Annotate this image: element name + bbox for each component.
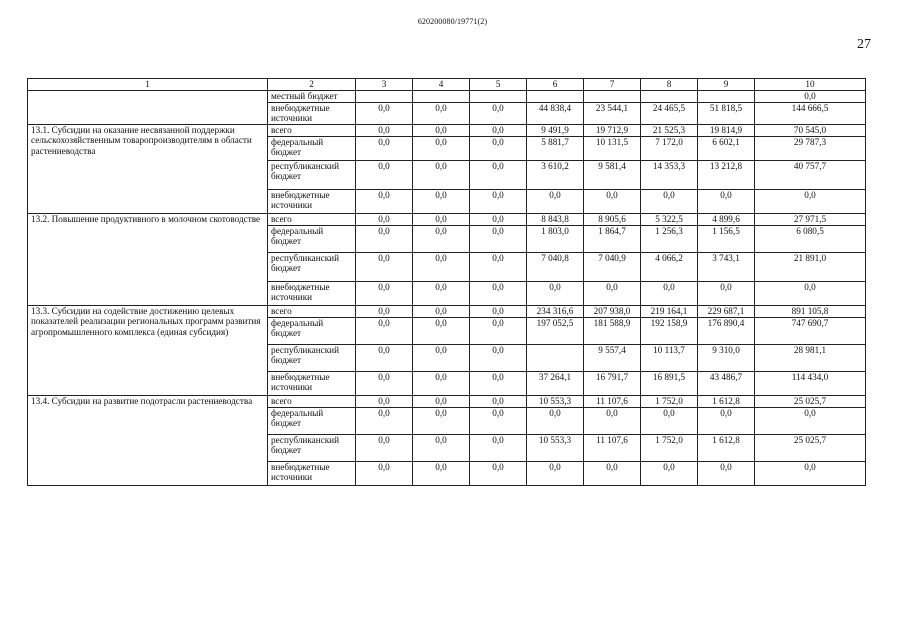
value-cell: 0,0 xyxy=(470,189,527,213)
value-cell: 8 905,6 xyxy=(584,213,641,225)
value-cell: 0,0 xyxy=(755,461,866,485)
value-cell: 37 264,1 xyxy=(527,371,584,395)
budget-table xyxy=(27,78,866,486)
value-cell: 0,0 xyxy=(470,213,527,225)
table-row xyxy=(28,213,866,225)
column-header: 8 xyxy=(641,79,698,91)
table-row xyxy=(28,305,866,317)
value-cell: 10 131,5 xyxy=(584,136,641,160)
value-cell: 0,0 xyxy=(527,407,584,434)
value-cell: 7 172,0 xyxy=(641,136,698,160)
value-cell xyxy=(527,91,584,103)
value-cell: 0,0 xyxy=(755,407,866,434)
value-cell: 0,0 xyxy=(470,434,527,461)
value-cell: 0,0 xyxy=(413,252,470,281)
funding-source: всего xyxy=(268,124,356,136)
funding-source: всего xyxy=(268,213,356,225)
funding-source: внебюджетные источники xyxy=(268,461,356,485)
value-cell: 70 545,0 xyxy=(755,124,866,136)
value-cell: 0,0 xyxy=(413,225,470,252)
value-cell: 6 602,1 xyxy=(698,136,755,160)
value-cell: 0,0 xyxy=(470,252,527,281)
value-cell: 1 803,0 xyxy=(527,225,584,252)
value-cell: 747 690,7 xyxy=(755,317,866,344)
funding-source: внебюджетные источники xyxy=(268,371,356,395)
value-cell: 0,0 xyxy=(755,281,866,305)
column-header: 5 xyxy=(470,79,527,91)
funding-source: республиканский бюджет xyxy=(268,434,356,461)
value-cell: 0,0 xyxy=(470,281,527,305)
value-cell: 0,0 xyxy=(356,317,413,344)
column-header: 10 xyxy=(755,79,866,91)
value-cell: 0,0 xyxy=(641,281,698,305)
value-cell: 1 864,7 xyxy=(584,225,641,252)
value-cell: 891 105,8 xyxy=(755,305,866,317)
value-cell: 0,0 xyxy=(356,102,413,124)
value-cell: 19 712,9 xyxy=(584,124,641,136)
value-cell: 10 113,7 xyxy=(641,344,698,371)
value-cell: 0,0 xyxy=(356,434,413,461)
value-cell: 29 787,3 xyxy=(755,136,866,160)
value-cell: 0,0 xyxy=(641,461,698,485)
value-cell xyxy=(470,91,527,103)
column-header: 4 xyxy=(413,79,470,91)
value-cell: 0,0 xyxy=(356,124,413,136)
value-cell: 0,0 xyxy=(584,461,641,485)
table-row xyxy=(28,124,866,136)
document-id: 620200080/19771(2) xyxy=(417,17,488,26)
column-header: 2 xyxy=(268,79,356,91)
value-cell: 0,0 xyxy=(641,407,698,434)
value-cell: 0,0 xyxy=(584,189,641,213)
funding-source: внебюджетные источники xyxy=(268,189,356,213)
value-cell: 10 553,3 xyxy=(527,434,584,461)
table-row xyxy=(28,395,866,407)
funding-source: республиканский бюджет xyxy=(268,344,356,371)
funding-source: всего xyxy=(268,395,356,407)
measure-description xyxy=(28,91,268,125)
value-cell: 0,0 xyxy=(413,407,470,434)
funding-source: федеральный бюджет xyxy=(268,317,356,344)
value-cell: 13 212,8 xyxy=(698,160,755,189)
value-cell: 0,0 xyxy=(470,305,527,317)
value-cell: 0,0 xyxy=(413,189,470,213)
funding-source: федеральный бюджет xyxy=(268,136,356,160)
value-cell: 1 752,0 xyxy=(641,434,698,461)
value-cell: 21 891,0 xyxy=(755,252,866,281)
funding-source: федеральный бюджет xyxy=(268,225,356,252)
column-header: 1 xyxy=(28,79,268,91)
value-cell: 219 164,1 xyxy=(641,305,698,317)
funding-source: республиканский бюджет xyxy=(268,252,356,281)
column-header: 9 xyxy=(698,79,755,91)
value-cell: 0,0 xyxy=(698,281,755,305)
value-cell: 0,0 xyxy=(413,461,470,485)
page-number: 27 xyxy=(857,37,871,52)
value-cell: 9 491,9 xyxy=(527,124,584,136)
value-cell: 0,0 xyxy=(470,124,527,136)
value-cell: 0,0 xyxy=(470,461,527,485)
value-cell: 0,0 xyxy=(584,407,641,434)
value-cell: 16 891,5 xyxy=(641,371,698,395)
value-cell: 0,0 xyxy=(356,371,413,395)
value-cell: 10 553,3 xyxy=(527,395,584,407)
value-cell: 1 612,8 xyxy=(698,395,755,407)
funding-source: всего xyxy=(268,305,356,317)
value-cell: 9 310,0 xyxy=(698,344,755,371)
value-cell: 8 843,8 xyxy=(527,213,584,225)
table-row xyxy=(28,91,866,103)
value-cell xyxy=(641,91,698,103)
value-cell: 0,0 xyxy=(698,189,755,213)
value-cell: 23 544,1 xyxy=(584,102,641,124)
funding-source: федеральный бюджет xyxy=(268,407,356,434)
value-cell: 114 434,0 xyxy=(755,371,866,395)
value-cell: 24 465,5 xyxy=(641,102,698,124)
value-cell: 43 486,7 xyxy=(698,371,755,395)
value-cell: 0,0 xyxy=(356,395,413,407)
value-cell: 0,0 xyxy=(413,305,470,317)
value-cell: 9 581,4 xyxy=(584,160,641,189)
value-cell: 0,0 xyxy=(527,189,584,213)
value-cell: 0,0 xyxy=(470,136,527,160)
value-cell: 0,0 xyxy=(470,407,527,434)
column-header: 7 xyxy=(584,79,641,91)
value-cell: 229 687,1 xyxy=(698,305,755,317)
value-cell: 0,0 xyxy=(413,102,470,124)
value-cell: 0,0 xyxy=(356,344,413,371)
value-cell: 9 557,4 xyxy=(584,344,641,371)
value-cell: 144 666,5 xyxy=(755,102,866,124)
value-cell: 0,0 xyxy=(413,136,470,160)
value-cell: 25 025,7 xyxy=(755,434,866,461)
value-cell: 197 052,5 xyxy=(527,317,584,344)
value-cell xyxy=(698,91,755,103)
value-cell: 0,0 xyxy=(584,281,641,305)
value-cell: 181 588,9 xyxy=(584,317,641,344)
value-cell: 207 938,0 xyxy=(584,305,641,317)
value-cell: 192 158,9 xyxy=(641,317,698,344)
value-cell xyxy=(527,344,584,371)
value-cell: 5 881,7 xyxy=(527,136,584,160)
value-cell: 5 322,5 xyxy=(641,213,698,225)
value-cell: 234 316,6 xyxy=(527,305,584,317)
measure-description: 13.1. Субсидии на оказание несвязанной поддержки сельскохозяйственным товаропроизводителям в области растениеводства xyxy=(28,124,268,213)
value-cell: 7 040,8 xyxy=(527,252,584,281)
value-cell: 0,0 xyxy=(641,189,698,213)
value-cell: 0,0 xyxy=(356,281,413,305)
value-cell: 6 080,5 xyxy=(755,225,866,252)
column-header: 6 xyxy=(527,79,584,91)
value-cell: 0,0 xyxy=(356,252,413,281)
value-cell: 11 107,6 xyxy=(584,395,641,407)
value-cell: 0,0 xyxy=(413,317,470,344)
value-cell xyxy=(356,91,413,103)
value-cell: 0,0 xyxy=(356,189,413,213)
value-cell: 0,0 xyxy=(470,225,527,252)
value-cell: 1 156,5 xyxy=(698,225,755,252)
table-header-row xyxy=(28,79,866,91)
funding-source: местный бюджет xyxy=(268,91,356,103)
value-cell: 1 256,3 xyxy=(641,225,698,252)
value-cell: 1 612,8 xyxy=(698,434,755,461)
value-cell: 25 025,7 xyxy=(755,395,866,407)
value-cell: 19 814,9 xyxy=(698,124,755,136)
value-cell: 0,0 xyxy=(698,407,755,434)
table-body xyxy=(28,79,866,486)
value-cell: 0,0 xyxy=(470,344,527,371)
value-cell: 0,0 xyxy=(527,281,584,305)
value-cell: 3 743,1 xyxy=(698,252,755,281)
value-cell: 11 107,6 xyxy=(584,434,641,461)
value-cell: 1 752,0 xyxy=(641,395,698,407)
value-cell: 44 838,4 xyxy=(527,102,584,124)
value-cell: 0,0 xyxy=(470,160,527,189)
value-cell: 0,0 xyxy=(356,305,413,317)
value-cell: 0,0 xyxy=(356,407,413,434)
value-cell: 176 890,4 xyxy=(698,317,755,344)
value-cell xyxy=(413,91,470,103)
funding-source: внебюджетные источники xyxy=(268,102,356,124)
value-cell: 3 610,2 xyxy=(527,160,584,189)
value-cell: 4 899,6 xyxy=(698,213,755,225)
value-cell: 0,0 xyxy=(413,124,470,136)
value-cell: 0,0 xyxy=(413,344,470,371)
value-cell: 0,0 xyxy=(755,91,866,103)
value-cell: 0,0 xyxy=(356,461,413,485)
value-cell xyxy=(584,91,641,103)
value-cell: 0,0 xyxy=(698,461,755,485)
value-cell: 0,0 xyxy=(470,102,527,124)
value-cell: 28 981,1 xyxy=(755,344,866,371)
measure-description: 13.3. Субсидии на содействие достижению целевых показателей реализации региональных программ развития агропромышленного комплекса (единая субсидия) xyxy=(28,305,268,395)
value-cell: 0,0 xyxy=(413,395,470,407)
value-cell: 14 353,3 xyxy=(641,160,698,189)
value-cell: 0,0 xyxy=(413,434,470,461)
value-cell: 40 757,7 xyxy=(755,160,866,189)
value-cell: 27 971,5 xyxy=(755,213,866,225)
value-cell: 0,0 xyxy=(527,461,584,485)
measure-description: 13.4. Субсидии на развитие подотрасли растениеводства xyxy=(28,395,268,485)
funding-source: внебюджетные источники xyxy=(268,281,356,305)
value-cell: 4 066,2 xyxy=(641,252,698,281)
value-cell: 0,0 xyxy=(470,395,527,407)
value-cell: 0,0 xyxy=(413,160,470,189)
value-cell: 51 818,5 xyxy=(698,102,755,124)
value-cell: 0,0 xyxy=(356,213,413,225)
column-header: 3 xyxy=(356,79,413,91)
measure-description: 13.2. Повышение продуктивного в молочном скотоводстве xyxy=(28,213,268,305)
value-cell: 0,0 xyxy=(470,317,527,344)
value-cell: 21 525,3 xyxy=(641,124,698,136)
value-cell: 0,0 xyxy=(356,225,413,252)
value-cell: 16 791,7 xyxy=(584,371,641,395)
value-cell: 0,0 xyxy=(356,136,413,160)
value-cell: 0,0 xyxy=(413,213,470,225)
value-cell: 0,0 xyxy=(413,281,470,305)
value-cell: 0,0 xyxy=(413,371,470,395)
value-cell: 0,0 xyxy=(470,371,527,395)
value-cell: 0,0 xyxy=(755,189,866,213)
funding-source: республиканский бюджет xyxy=(268,160,356,189)
value-cell: 7 040,9 xyxy=(584,252,641,281)
value-cell: 0,0 xyxy=(356,160,413,189)
